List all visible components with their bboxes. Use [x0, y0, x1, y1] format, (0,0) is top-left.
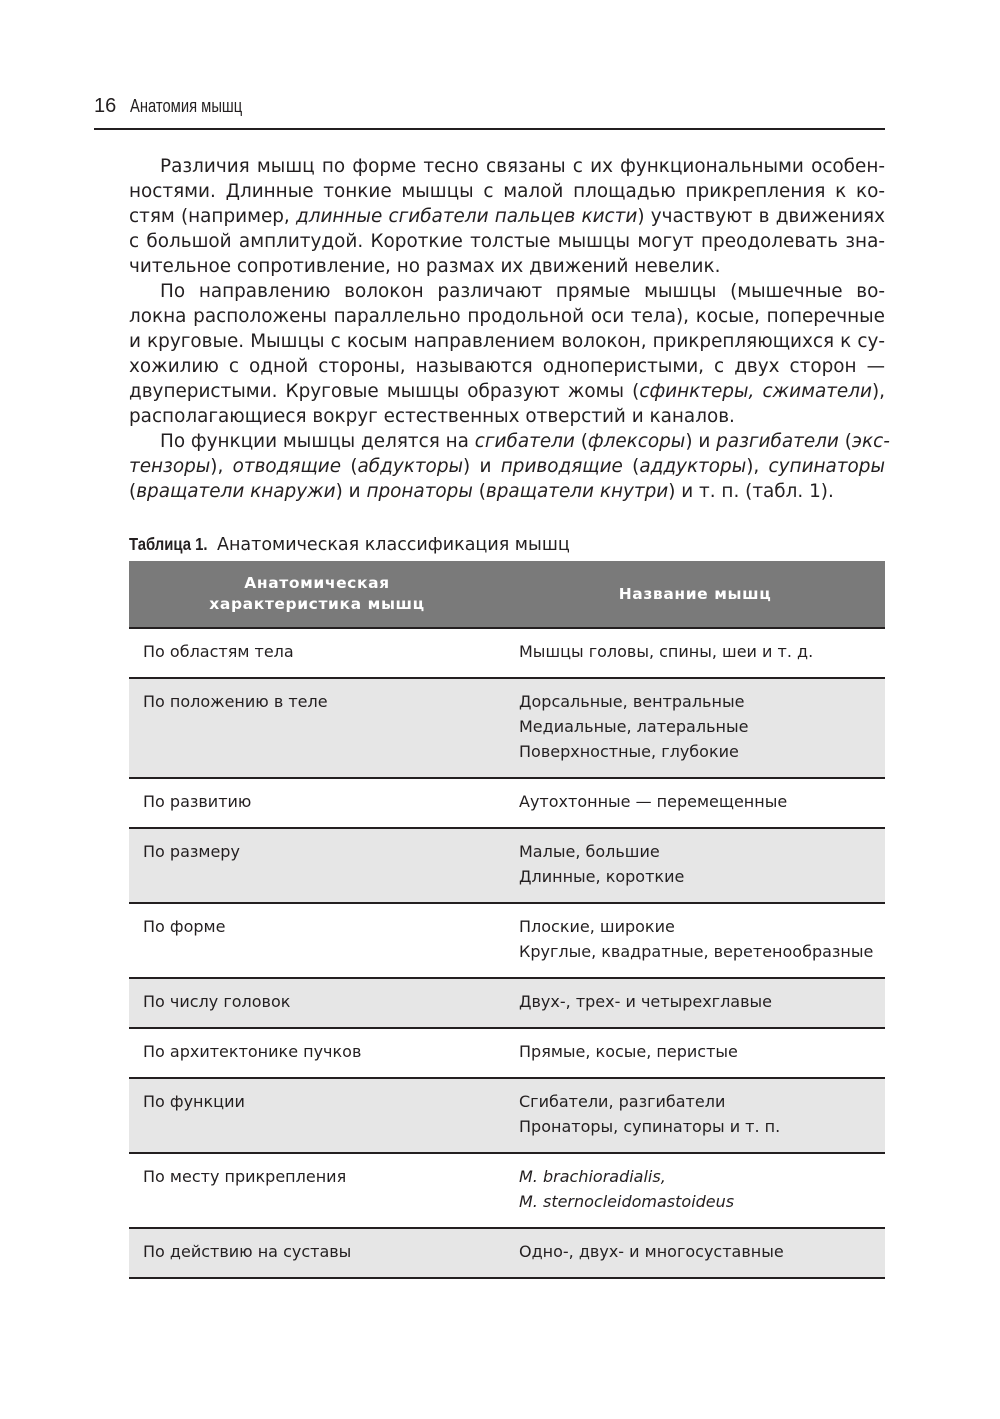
names-cell: Одно-, двух- и многосуставные	[519, 1242, 784, 1261]
text-line: и круговые. Мышцы с косым направлением волокон, прикрепляющихся к су-	[129, 331, 885, 352]
names-cell: Аутохтонные — перемещенные	[519, 792, 788, 811]
text-line: По направлению волокон различают прямые мышцы (мышечные во-	[160, 281, 885, 302]
text-line: (вращатели кнаружи) и пронаторы (вращатели кнутри) и т. п. (табл. 1).	[129, 481, 834, 502]
text-line: Различия мышц по форме тесно связаны с их функциональными особен-	[160, 156, 885, 177]
body-text	[129, 154, 890, 504]
text-line: с большой амплитудой. Короткие толстые мышцы могут преодолевать зна-	[129, 231, 885, 252]
text-line: стям (например, длинные сгибатели пальцев кисти) участвуют в движениях	[129, 206, 886, 227]
text-line: тензоры), отводящие (абдукторы) и приводящие (аддукторы), супинаторы	[129, 456, 885, 477]
text-line: По функции мышцы делятся на сгибатели (флексоры) и разгибатели (экс-	[160, 431, 890, 452]
table-caption-label: Таблица 1.	[129, 534, 208, 554]
names-cell: Мышцы головы, спины, шеи и т. д.	[519, 642, 814, 661]
text-line: ностями. Длинные тонкие мышцы с малой площадью прикрепления к ко-	[129, 181, 885, 202]
names-cell: Прямые, косые, перистые	[519, 1042, 738, 1061]
characteristic-cell: По развитию	[143, 792, 252, 811]
characteristic-cell: По размеру	[143, 842, 240, 861]
characteristic-cell: По областям тела	[143, 642, 294, 661]
paragraph-3	[129, 429, 890, 504]
column-header-names: Название мышц	[618, 584, 772, 603]
running-header	[94, 92, 885, 130]
table-row	[129, 1028, 885, 1078]
characteristic-cell: По архитектонике пучков	[143, 1042, 362, 1061]
characteristic-cell: По форме	[143, 917, 226, 936]
text-line: хожилию с одной стороны, называются одноперистыми, с двух сторон —	[129, 356, 885, 377]
text-line: чительное сопротивление, но размах их движений невелик.	[129, 256, 721, 277]
italic-term: сфинктеры, сжиматели	[639, 381, 872, 402]
text-line: двуперистыми. Круговые мышцы образуют жомы (сфинктеры, сжиматели),	[129, 381, 885, 402]
characteristic-cell: По числу головок	[143, 992, 291, 1011]
classification-table	[129, 561, 885, 1279]
characteristic-cell: По положению в теле	[143, 692, 328, 711]
column-header-characteristic: Анатомическая характеристика мышц	[209, 574, 425, 613]
paragraph-1	[129, 154, 885, 279]
table-caption-text: Анатомическая классификация мышц	[216, 535, 570, 555]
text-line: локна расположены параллельно продольной оси тела), косые, поперечные	[129, 306, 885, 327]
table-row	[129, 978, 885, 1028]
table-row	[129, 903, 885, 978]
italic-term: длинные сгибатели пальцев кисти	[295, 206, 638, 227]
running-title: Анатомия мышц	[130, 96, 243, 116]
names-cell: Плоские, широкие Круглые, квадратные, веретенообразные	[519, 917, 874, 961]
table-header-row	[129, 561, 885, 628]
table-body	[129, 628, 885, 1278]
names-cell: Двух-, трех- и четырехглавые	[519, 992, 773, 1011]
table-row	[129, 678, 885, 778]
paragraph-2	[129, 279, 885, 429]
names-cell: Малые, большие Длинные, короткие	[519, 842, 685, 886]
table-row	[129, 1078, 885, 1153]
names-cell: Дорсальные, вентральные Медиальные, латеральные Поверхностные, глубокие	[519, 692, 749, 761]
text-line: располагающиеся вокруг естественных отверстий и каналов.	[129, 406, 735, 427]
table-row	[129, 628, 885, 678]
characteristic-cell: По месту прикрепления	[143, 1167, 347, 1186]
characteristic-cell: По действию на суставы	[143, 1242, 352, 1261]
table-row	[129, 828, 885, 903]
table-row	[129, 1153, 885, 1228]
page-number: 16	[94, 95, 117, 117]
table-caption	[129, 532, 570, 557]
characteristic-cell: По функции	[143, 1092, 245, 1111]
names-cell: Сгибатели, разгибатели Пронаторы, супинаторы и т. п.	[519, 1092, 781, 1136]
names-cell: M. brachioradialis, M. sternocleidomastoideus	[519, 1167, 735, 1211]
table-row	[129, 778, 885, 828]
table-row	[129, 1228, 885, 1278]
